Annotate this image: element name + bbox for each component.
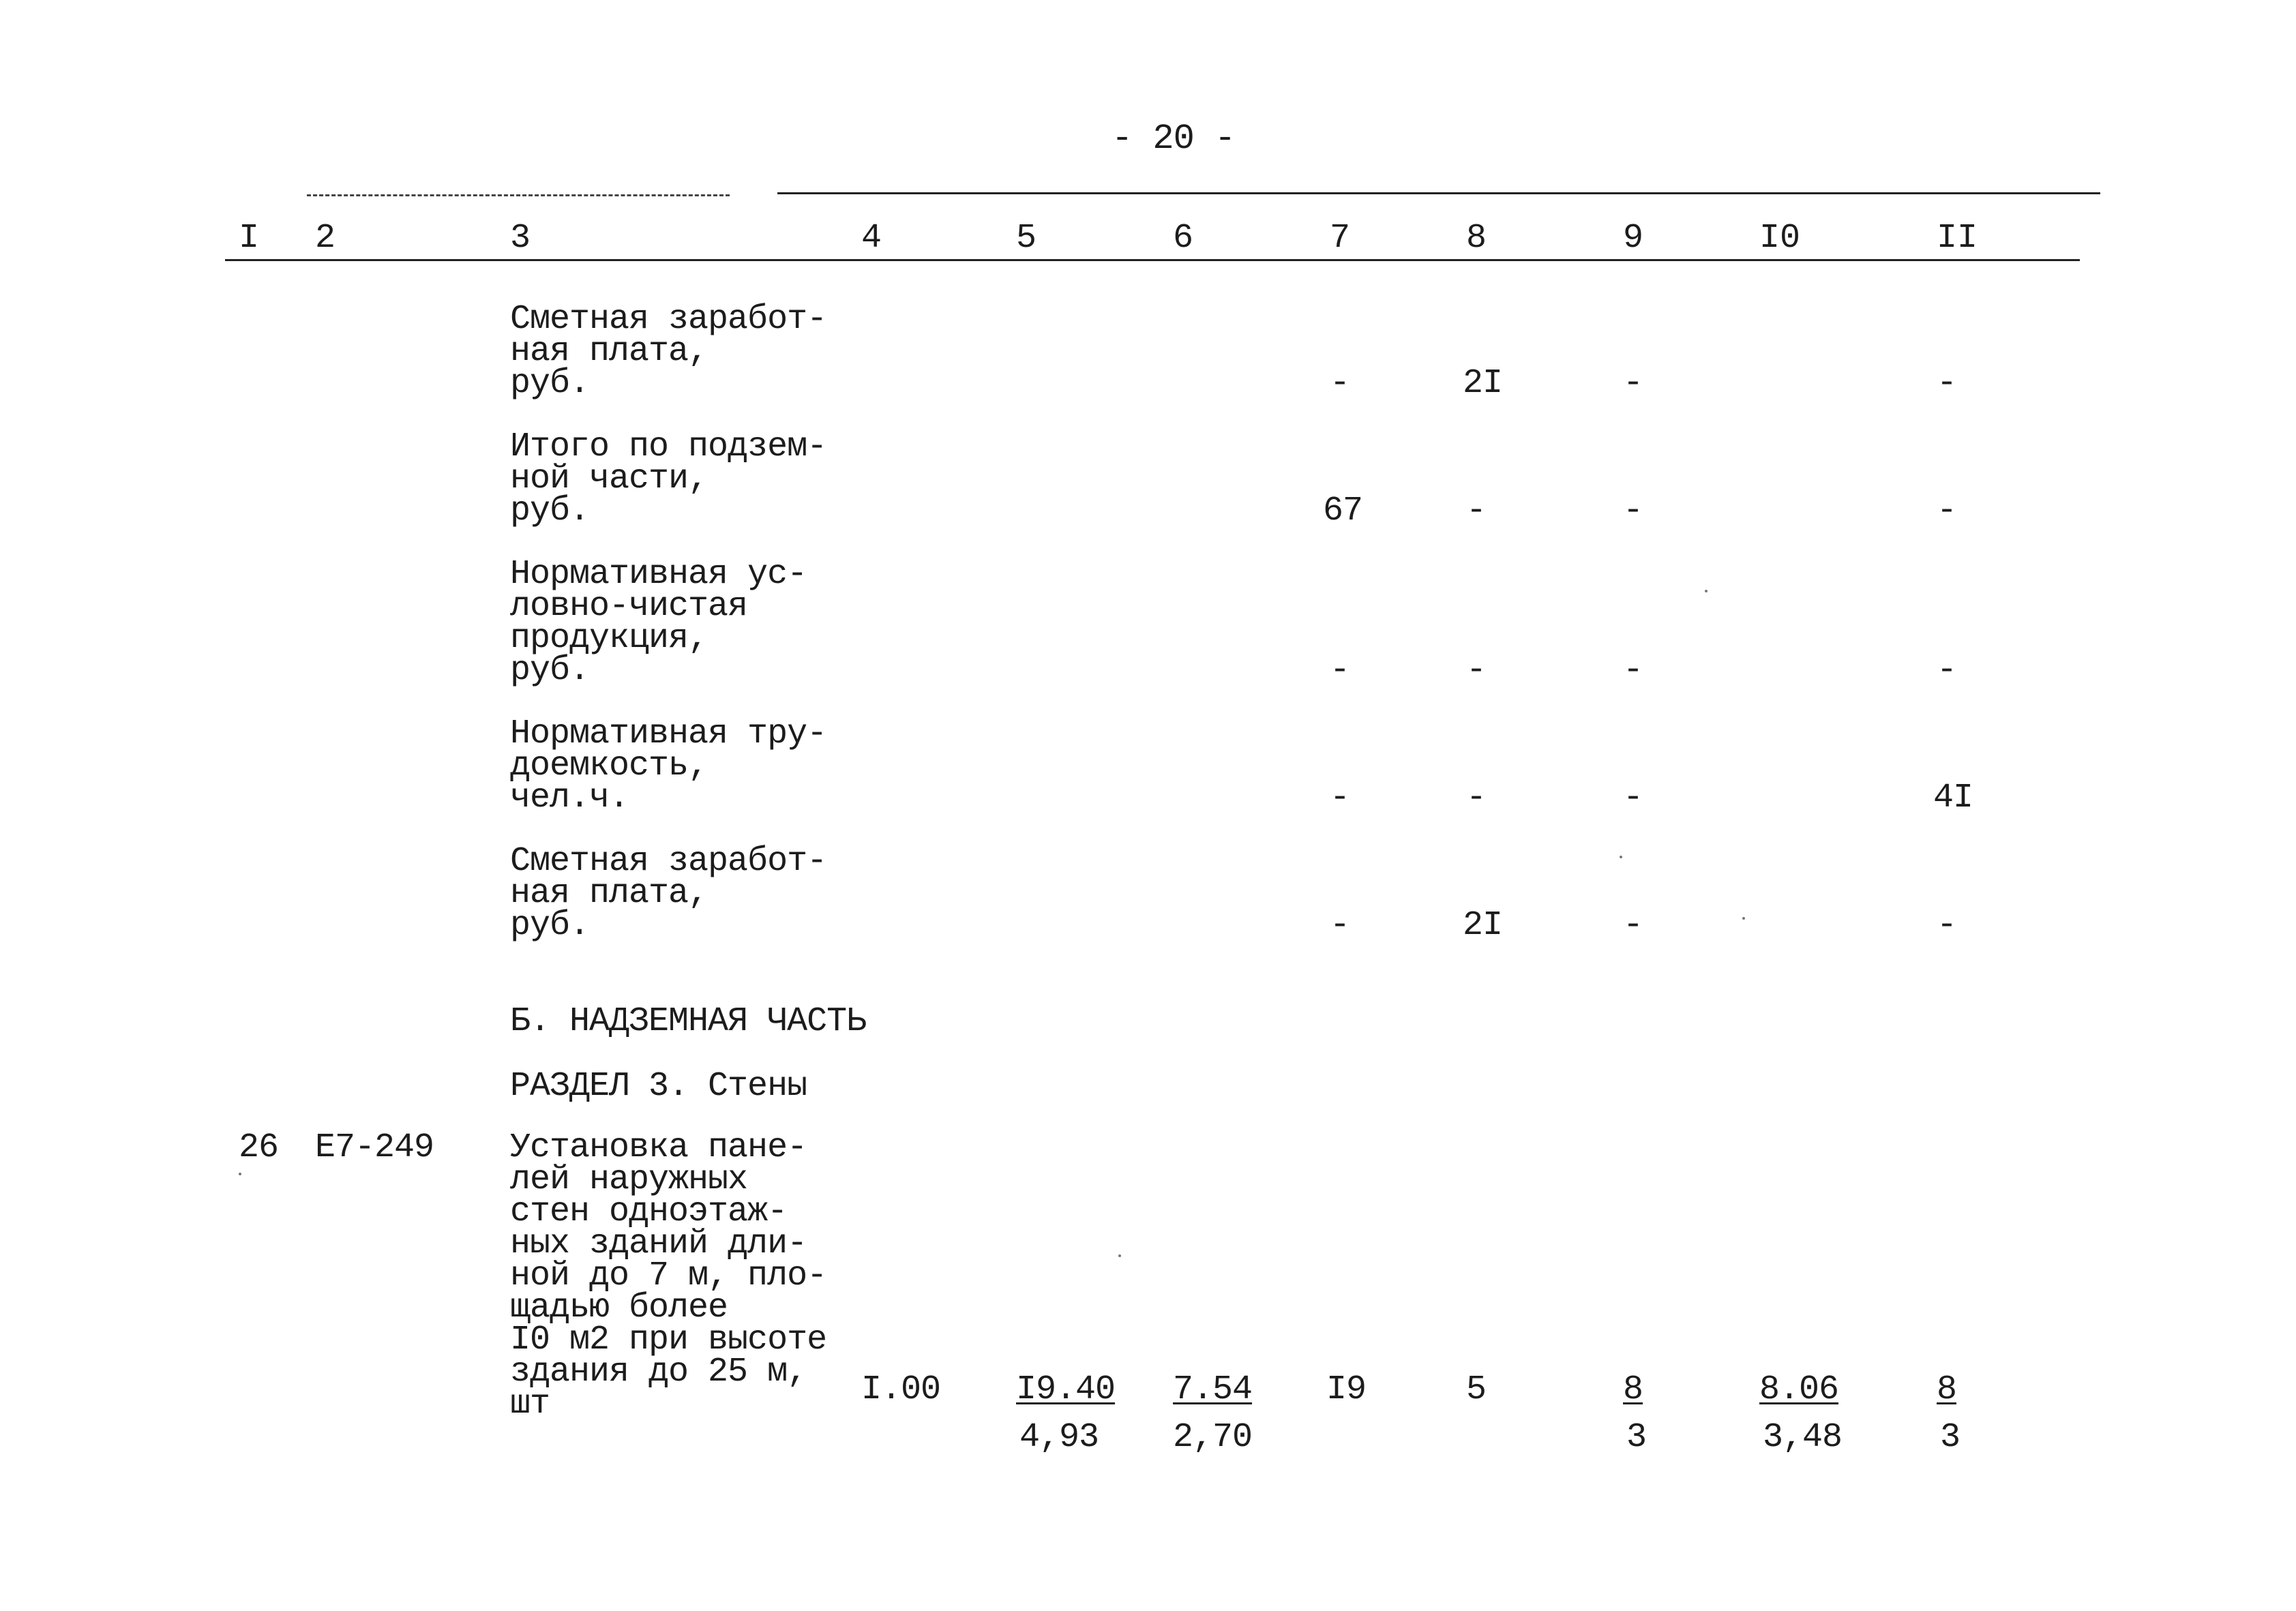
- col-header-3: 3: [510, 219, 531, 258]
- item-c9-top: 8: [1623, 1370, 1643, 1409]
- scan-speck: [1742, 917, 1745, 920]
- row-value-c9: -: [1623, 492, 1643, 530]
- col-header-2: 2: [315, 219, 336, 258]
- item-text-line: ной до 7 м, пло-: [510, 1256, 827, 1295]
- item-text-line: щадью более: [510, 1289, 728, 1327]
- header-bottom-rule: [225, 259, 2080, 261]
- row-label-line: Сметная заработ-: [510, 842, 827, 881]
- item-c7: I9: [1326, 1370, 1367, 1409]
- row-label-line: Нормативная тру-: [510, 714, 827, 753]
- row-label-line: ная плата,: [510, 874, 709, 913]
- col-header-4: 4: [861, 219, 882, 258]
- item-c11-bottom: 3: [1940, 1418, 1960, 1457]
- row-label-line: Сметная заработ-: [510, 300, 827, 339]
- col-header-11: II: [1937, 219, 1978, 258]
- row-value-c11: -: [1937, 651, 1957, 690]
- col-header-1: I: [239, 219, 260, 258]
- item-text-line: здания до 25 м,: [510, 1353, 807, 1391]
- row-value-c8: -: [1466, 492, 1487, 530]
- row-value-c7: -: [1330, 779, 1350, 817]
- item-text-line: лей наружных: [510, 1160, 748, 1199]
- item-c8: 5: [1466, 1370, 1487, 1409]
- section-heading-3: РАЗДЕЛ 3. Стены: [510, 1067, 807, 1106]
- row-value-c7: 67: [1323, 492, 1363, 530]
- header-top-rule-left: [307, 194, 730, 196]
- item-c6-bottom: 2,70: [1173, 1418, 1253, 1457]
- item-c10-top: 8.06: [1759, 1370, 1839, 1409]
- scan-speck: [1118, 1254, 1121, 1257]
- row-label-line: чел.ч.: [510, 779, 629, 817]
- item-text-line: шт: [510, 1385, 550, 1424]
- col-header-7: 7: [1330, 219, 1351, 258]
- item-c5-top: I9.40: [1016, 1370, 1116, 1409]
- item-code: Е7-249: [315, 1128, 434, 1167]
- row-label-line: руб.: [510, 492, 590, 530]
- item-text-line: ных зданий дли-: [510, 1224, 807, 1263]
- row-value-c8: 2I: [1463, 364, 1503, 403]
- col-header-8: 8: [1466, 219, 1487, 258]
- row-label-line: руб.: [510, 364, 590, 403]
- item-number: 26: [239, 1128, 279, 1167]
- row-label-line: ной части,: [510, 460, 709, 498]
- row-value-c11: -: [1937, 492, 1957, 530]
- row-label-line: руб.: [510, 906, 590, 945]
- scan-speck: [1705, 590, 1708, 592]
- row-label-line: Итого по подзем-: [510, 427, 827, 466]
- item-text-line: Установка пане-: [510, 1128, 807, 1167]
- row-value-c9: -: [1623, 779, 1643, 817]
- col-header-5: 5: [1016, 219, 1037, 258]
- row-value-c8: -: [1466, 779, 1487, 817]
- row-value-c7: -: [1330, 651, 1350, 690]
- col-header-10: I0: [1759, 219, 1801, 258]
- row-value-c9: -: [1623, 651, 1643, 690]
- row-label-line: Нормативная ус-: [510, 555, 807, 594]
- row-value-c7: -: [1330, 906, 1350, 945]
- row-value-c9: -: [1623, 364, 1643, 403]
- row-value-c9: -: [1623, 906, 1643, 945]
- col-header-6: 6: [1173, 219, 1194, 258]
- row-label-line: продукция,: [510, 619, 709, 658]
- item-c5-bottom: 4,93: [1019, 1418, 1099, 1457]
- scan-speck: [1620, 856, 1622, 858]
- item-c11-top: 8: [1937, 1370, 1957, 1409]
- page-number: - 20 -: [1112, 119, 1236, 159]
- row-label-line: руб.: [510, 651, 590, 690]
- col-header-9: 9: [1623, 219, 1644, 258]
- row-label-line: ловно-чистая: [510, 587, 748, 626]
- row-label-line: ная плата,: [510, 332, 709, 371]
- item-c10-bottom: 3,48: [1763, 1418, 1843, 1457]
- item-c9-bottom: 3: [1626, 1418, 1647, 1457]
- item-text-line: I0 м2 при высоте: [510, 1321, 827, 1359]
- row-value-c11: 4I: [1933, 779, 1973, 817]
- item-text-line: стен одноэтаж-: [510, 1192, 788, 1231]
- scan-speck: [239, 1173, 241, 1175]
- row-value-c7: -: [1330, 364, 1350, 403]
- row-label-line: доемкость,: [510, 747, 709, 785]
- row-value-c11: -: [1937, 906, 1957, 945]
- row-value-c11: -: [1937, 364, 1957, 403]
- row-value-c8: -: [1466, 651, 1487, 690]
- item-quantity: I.00: [861, 1370, 941, 1409]
- row-value-c8: 2I: [1463, 906, 1503, 945]
- header-top-rule: [777, 192, 2100, 194]
- section-heading-b: Б. НАДЗЕМНАЯ ЧАСТЬ: [510, 1002, 867, 1041]
- item-c6-top: 7.54: [1173, 1370, 1253, 1409]
